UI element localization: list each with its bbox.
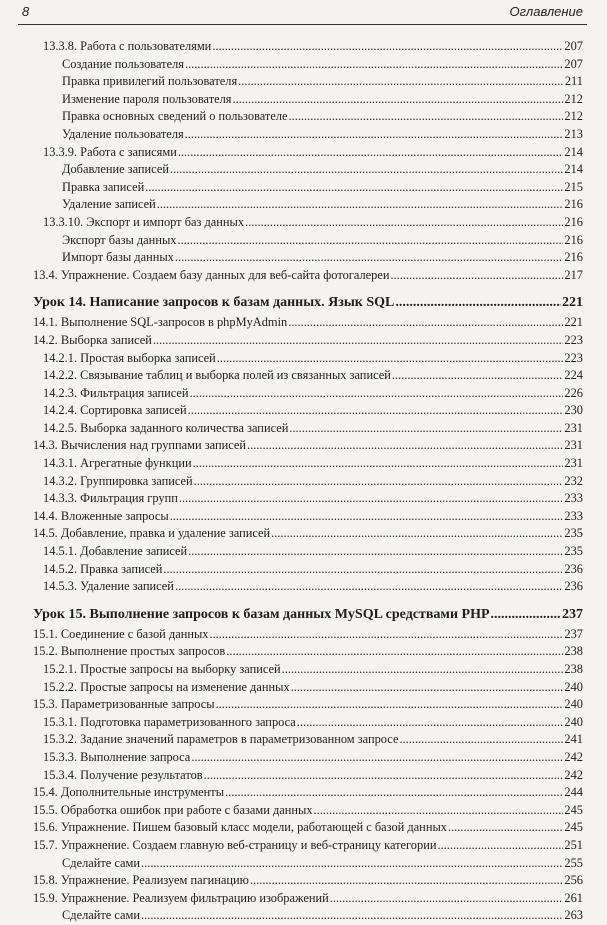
dot-leader [330, 890, 564, 908]
toc-entry [0, 367, 607, 385]
toc-entry [0, 179, 607, 197]
toc-entry-title: 14.2.5. Выборка заданного количества записей [43, 420, 289, 435]
dot-leader [225, 784, 563, 802]
toc-entry [0, 214, 607, 232]
toc-entry [0, 332, 607, 350]
dot-leader [390, 267, 563, 285]
toc-entry-title: 15.3.4. Получение результатов [43, 767, 203, 782]
toc-entry [0, 855, 607, 873]
toc-entry-page: 240 [564, 679, 583, 694]
dot-leader [247, 437, 563, 455]
toc-entry-title: 15.8. Упражнение. Реализуем пагинацию [33, 873, 249, 888]
toc-entry-page: 240 [564, 697, 583, 712]
toc-entry [0, 126, 607, 144]
toc-entry-page: 221 [562, 295, 583, 311]
toc-entry [0, 420, 607, 438]
toc-entry-title: 14.3. Вычисления над группами записей [33, 438, 247, 453]
toc-entry-page: 216 [564, 232, 583, 247]
dot-leader [153, 332, 564, 350]
toc-entry-title: 14.3.3. Фильтрация групп [43, 491, 178, 506]
dot-leader [188, 402, 564, 420]
toc-entry [0, 714, 607, 732]
toc-entry-title: 14.2.4. Сортировка записей [43, 403, 187, 418]
toc-entry [0, 819, 607, 837]
toc-entry [0, 350, 607, 368]
toc-entry-page: 245 [564, 820, 583, 835]
toc-entry-page: 214 [564, 162, 583, 177]
toc-entry-page: 216 [564, 197, 583, 212]
toc-entry-page: 242 [564, 749, 583, 764]
toc-chapter-entry [0, 604, 607, 626]
dot-leader [448, 819, 563, 837]
toc-entry [0, 38, 607, 56]
toc-entry-page: 217 [564, 267, 583, 282]
toc-entry-page: 235 [564, 544, 583, 559]
toc-entry [0, 679, 607, 697]
toc-entry-title: Создание пользователя [62, 56, 184, 71]
toc-entry-page: 223 [564, 332, 583, 347]
toc-entry-page: 256 [564, 873, 583, 888]
dot-leader [437, 837, 563, 855]
dot-leader [288, 314, 563, 332]
toc-entry-title: 14.2. Выборка записей [33, 332, 152, 347]
dot-leader [212, 38, 563, 56]
toc-entry [0, 385, 607, 403]
toc-entry-title: 13.3.9. Работа с записями [43, 144, 177, 159]
toc-entry-page: 212 [564, 91, 583, 106]
toc-entry [0, 161, 607, 179]
toc-entry-page: 224 [564, 368, 583, 383]
toc-entry [0, 73, 607, 91]
toc-entry-title: 15.5. Обработка ошибок при работе с базами данных [33, 802, 313, 817]
dot-leader [204, 767, 564, 785]
toc-entry-title: 14.2.1. Простая выборка записей [43, 350, 216, 365]
dot-leader [289, 420, 563, 438]
toc-entry-title: 14.2.3. Фильтрация записей [43, 385, 189, 400]
dot-leader [170, 161, 563, 179]
toc-entry [0, 661, 607, 679]
toc-entry-page: 207 [564, 56, 583, 71]
toc-entry-title: Удаление записей [62, 197, 156, 212]
toc-entry-page: 251 [564, 837, 583, 852]
toc-entry-page: 236 [564, 561, 583, 576]
dot-leader [190, 385, 564, 403]
dot-leader [238, 73, 564, 91]
dot-leader [289, 108, 564, 126]
dot-leader [177, 232, 563, 250]
page-number: 8 [22, 4, 30, 19]
dot-leader [216, 696, 564, 714]
toc-entry [0, 784, 607, 802]
toc-entry-page: 236 [564, 579, 583, 594]
toc-entry [0, 455, 607, 473]
toc-entry [0, 578, 607, 596]
running-title: Оглавление [509, 4, 583, 19]
toc-entry-title: 14.5. Добавление, правка и удаление записей [33, 526, 271, 541]
toc-entry-title: Импорт базы данных [62, 250, 174, 265]
toc-entry [0, 267, 607, 285]
toc-entry-title: 15.3. Параметризованные запросы [33, 697, 215, 712]
toc-entry-title: Правка основных сведений о пользователе [62, 109, 288, 124]
dot-leader [175, 578, 563, 596]
dot-leader [175, 249, 564, 267]
toc-entry-title: 15.3.3. Выполнение запроса [43, 749, 191, 764]
toc-entry [0, 196, 607, 214]
toc-entry [0, 561, 607, 579]
dot-leader [193, 455, 564, 473]
toc-entry-title: 15.1. Соединение с базой данных [33, 626, 209, 641]
toc-entry-title: 14.3.1. Агрегатные функции [43, 456, 192, 471]
dot-leader [188, 543, 563, 561]
toc-entry-title: 14.5.2. Правка записей [43, 561, 163, 576]
dot-leader [185, 126, 564, 144]
toc-entry [0, 626, 607, 644]
dot-leader [185, 56, 563, 74]
toc-entry [0, 144, 607, 162]
toc-entry-page: 223 [564, 350, 583, 365]
toc-entry-title: 14.5.3. Удаление записей [43, 579, 174, 594]
toc-entry-title: 14.4. Вложенные запросы [33, 508, 169, 523]
toc-entry-title: Правка привилегий пользователя [62, 74, 238, 89]
toc-entry [0, 508, 607, 526]
toc-entry-page: 211 [564, 74, 583, 89]
toc-entry [0, 232, 607, 250]
dot-leader [233, 91, 564, 109]
toc-entry-page: 231 [564, 438, 583, 453]
toc-entry [0, 643, 607, 661]
toc-entry-title: 13.3.8. Работа с пользователями [43, 39, 212, 53]
page-header [0, 0, 607, 22]
dot-leader [194, 473, 564, 491]
toc-entry [0, 490, 607, 508]
toc-entry-title: Урок 15. Выполнение запросов к базам данных MySQL средствами PHP [33, 606, 490, 622]
dot-leader [491, 604, 561, 626]
toc-entry-title: Сделайте сами [62, 855, 141, 870]
toc-entry-page: 221 [564, 315, 583, 330]
toc-entry-page: 241 [564, 732, 583, 747]
toc-entry-page: 235 [564, 526, 583, 541]
toc-entry-page: 216 [564, 214, 583, 229]
toc-entry [0, 108, 607, 126]
toc-entry-title: Урок 14. Написание запросов к базам данных. Язык SQL [33, 295, 395, 311]
toc-entry-page: 233 [564, 491, 583, 506]
header-rule [18, 24, 587, 25]
toc-entry-page: 237 [564, 626, 583, 641]
toc-entry-title: 15.9. Упражнение. Реализуем фильтрацию изображений [33, 890, 329, 905]
toc-entry-page: 255 [564, 855, 583, 870]
toc-entry [0, 837, 607, 855]
toc-entry-page: 212 [564, 109, 583, 124]
toc-entry-title: 13.3.10. Экспорт и импорт баз данных [43, 214, 245, 229]
toc-entry-title: Добавление записей [62, 162, 169, 177]
toc-entry-page: 207 [564, 39, 583, 53]
dot-leader [191, 749, 563, 767]
toc-entry-page: 226 [564, 385, 583, 400]
toc-entry-title: Удаление пользователя [62, 126, 184, 141]
toc-entry [0, 890, 607, 908]
toc-entry-title: 15.3.2. Задание значений параметров в параметризованном запросе [43, 732, 399, 747]
toc-entry-title: Экспорт базы данных [62, 232, 177, 247]
dot-leader [250, 872, 563, 890]
dot-leader [157, 196, 564, 214]
toc-entry-title: Изменение пароля пользователя [62, 91, 232, 106]
toc-entry-page: 231 [564, 456, 583, 471]
toc-entry [0, 437, 607, 455]
dot-leader [170, 508, 564, 526]
toc-entry-title: 13.4. Упражнение. Создаем базу данных для веб-сайта фотогалереи [33, 267, 390, 282]
dot-leader [226, 643, 563, 661]
toc-entry-page: 214 [564, 144, 583, 159]
dot-leader [141, 907, 563, 925]
toc-entry-page: 242 [564, 767, 583, 782]
dot-leader [245, 214, 563, 232]
toc-entry [0, 473, 607, 491]
dot-leader [395, 292, 561, 314]
toc-entry-title: Правка записей [62, 179, 145, 194]
toc-entry-page: 213 [564, 126, 583, 141]
toc-entry [0, 907, 607, 925]
toc-entry [0, 91, 607, 109]
dot-leader [314, 802, 564, 820]
toc-entry-title: 14.1. Выполнение SQL-запросов в phpMyAdmin [33, 315, 288, 330]
toc-entry-page: 237 [562, 606, 583, 622]
toc-chapter-entry [0, 292, 607, 314]
toc-entry-page: 230 [564, 403, 583, 418]
toc-entry-page: 240 [564, 714, 583, 729]
toc-entry-page: 245 [564, 802, 583, 817]
toc-entry [0, 249, 607, 267]
toc-entry-page: 244 [564, 785, 583, 800]
toc-entry [0, 872, 607, 890]
dot-leader [141, 855, 563, 873]
toc-entry [0, 802, 607, 820]
toc-entry-title: 14.3.2. Группировка записей [43, 473, 193, 488]
toc-entry [0, 767, 607, 785]
toc-entry [0, 525, 607, 543]
dot-leader [209, 626, 563, 644]
table-of-contents [0, 38, 607, 925]
toc-entry-title: 15.2.1. Простые запросы на выборку записей [43, 662, 281, 676]
toc-entry-page: 238 [564, 644, 583, 659]
toc-entry [0, 56, 607, 74]
toc-entry-page: 263 [564, 908, 583, 923]
toc-entry [0, 696, 607, 714]
toc-entry [0, 543, 607, 561]
dot-leader [178, 144, 564, 162]
dot-leader [297, 714, 564, 732]
toc-entry-title: 15.2. Выполнение простых запросов [33, 644, 226, 659]
dot-leader [217, 350, 564, 368]
toc-entry-title: 15.6. Упражнение. Пишем базовый класс модели, работающей с базой данных [33, 820, 447, 835]
toc-entry-title: 15.2.2. Простые запросы на изменение данных [43, 679, 290, 694]
toc-entry-title: Сделайте сами [62, 908, 141, 923]
dot-leader [179, 490, 564, 508]
toc-entry-page: 238 [564, 662, 583, 676]
toc-entry [0, 402, 607, 420]
dot-leader [392, 367, 564, 385]
toc-entry [0, 749, 607, 767]
toc-entry [0, 314, 607, 332]
dot-leader [399, 731, 563, 749]
toc-entry-page: 231 [564, 420, 583, 435]
toc-entry-page: 233 [564, 508, 583, 523]
dot-leader [271, 525, 563, 543]
dot-leader [282, 661, 564, 679]
toc-entry-page: 232 [564, 473, 583, 488]
toc-entry-title: 15.3.1. Подготовка параметризованного запроса [43, 714, 296, 729]
toc-entry-page: 216 [564, 250, 583, 265]
toc-entry-title: 14.2.2. Связывание таблиц и выборка полей из связанных записей [43, 368, 391, 383]
toc-entry-page: 215 [564, 179, 583, 194]
dot-leader [145, 179, 563, 197]
toc-entry-page: 261 [564, 890, 583, 905]
dot-leader [291, 679, 564, 697]
toc-entry-title: 15.7. Упражнение. Создаем главную веб-страницу и веб-страницу категории [33, 837, 437, 852]
dot-leader [163, 561, 563, 579]
toc-entry-title: 15.4. Дополнительные инструменты [33, 785, 225, 800]
toc-entry [0, 731, 607, 749]
toc-entry-title: 14.5.1. Добавление записей [43, 544, 188, 559]
